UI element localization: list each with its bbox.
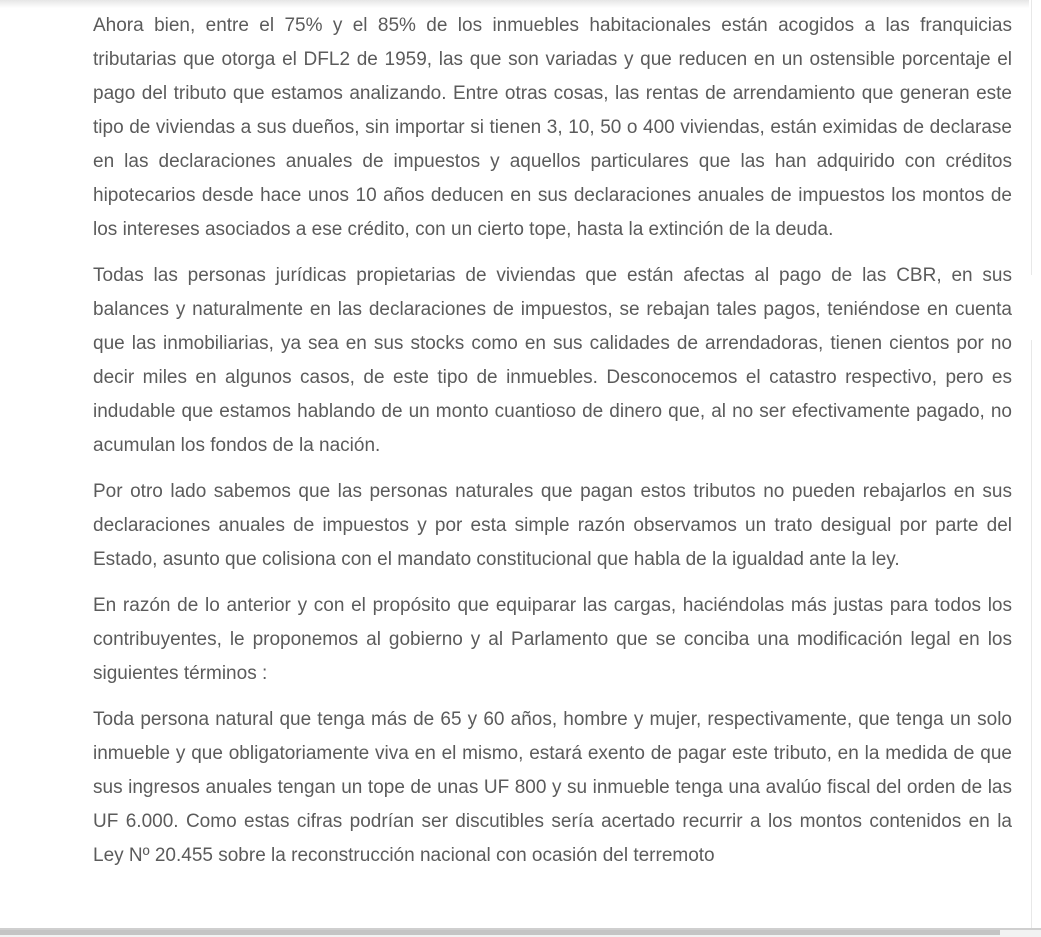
paragraph-5: Toda persona natural que tenga más de 65 y 60 años, hombre y mujer, respectivamente, que tenga un solo inmueble y que obligatoriamente viva en el mismo, estará exento de pagar este tributo, en la medida de que sus ingresos anuales tengan un tope de unas UF 800 y su inmueble tenga una avalúo fiscal del orden de las UF 6.000. Como estas cifras podrían ser discutibles sería acertado recurrir a los montos contenidos en la Ley Nº 20.455 sobre la reconstrucción nacional con ocasión del terremoto [93, 709, 1012, 866]
horizontal-scrollbar-thumb[interactable] [0, 930, 1000, 935]
article-body [93, 9, 1012, 885]
paragraph-2: Todas las personas jurídicas propietarias de viviendas que están afectas al pago de las CBR, en sus balances y naturalmente en las declaraciones de impuestos, se rebajan tales pagos, teniéndose en cuenta que las inmobiliarias, ya sea en sus stocks como en sus calidades de arrendadoras, tienen cientos por no decir miles en algunos casos, de este tipo de inmuebles. Desconocemos el catastro respectivo, pero es indudable que estamos hablando de un monto cuantioso de dinero que, al no ser efectivamente pagado, no acumulan los fondos de la nación. [93, 265, 1012, 456]
paragraph-3: Por otro lado sabemos que las personas naturales que pagan estos tributos no pueden rebajarlos en sus declaraciones anuales de impuestos y por esta simple razón observamos un trato desigual por parte del Estado, asunto que colisiona con el mandato constitucional que habla de la igualdad ante la ley. [93, 481, 1012, 570]
paragraph-1: Ahora bien, entre el 75% y el 85% de los inmuebles habitacionales están acogidos a las franquicias tributarias que otorga el DFL2 de 1959, las que son variadas y que reducen en un ostensible porcentaje el pago del tributo que estamos analizando. Entre otras cosas, las rentas de arrendamiento que generan este tipo de viviendas a sus dueños, sin importar si tienen 3, 10, 50 o 400 viviendas, están eximidas de declarase en las declaraciones anuales de impuestos y aquellos particulares que las han adquirido con créditos hipotecarios desde hace unos 10 años deducen en sus declaraciones anuales de impuestos los montos de los intereses asociados a ese crédito, con un cierto tope, hasta la extinción de la deuda. [93, 15, 1012, 240]
gutter-divider-bottom [1031, 340, 1032, 928]
gutter-divider-top [1031, 0, 1032, 275]
top-edge [0, 0, 1041, 8]
paragraph-4: En razón de lo anterior y con el propósito que equiparar las cargas, haciéndolas más justas para todos los contribuyentes, le proponemos al gobierno y al Parlamento que se conciba una modificación legal en los siguientes términos : [93, 595, 1012, 684]
